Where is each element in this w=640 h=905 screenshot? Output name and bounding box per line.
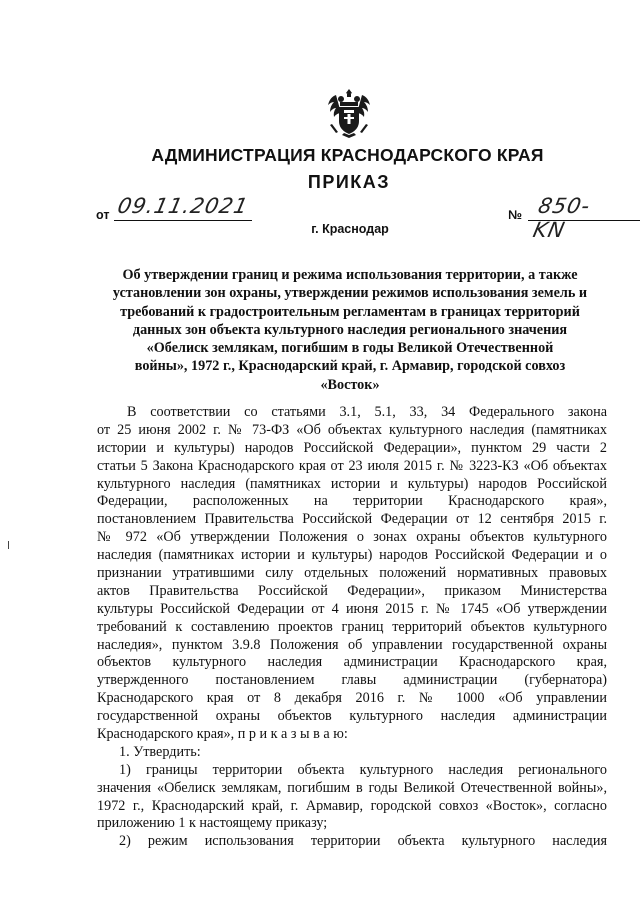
body-line: наследия (памятниках истории и культуры) народов Российской Федерации и о (97, 547, 607, 564)
body-line: В соответствии со статьями 3.1, 5.1, 33, 34 Федерального закона (127, 404, 607, 420)
subject-line: войны», 1972 г., Краснодарский край, г. Армавир, городской совхоз (134, 358, 566, 375)
city-label: г. Краснодар (311, 222, 389, 236)
date-handwritten: 09.11.2021 (115, 194, 251, 218)
body-line: 2) режим использования территории объекта культурного наследия (119, 833, 607, 850)
body-line: истории и культуры) народов Российской Федерации», пунктом 29 части 2 (97, 439, 607, 456)
body-line: приложению 1 к настоящему приказу; (97, 815, 328, 832)
body-line: № 972 «Об утверждении Положения о зонах охраны объектов культурного (97, 529, 607, 546)
number-label: № (508, 208, 522, 222)
body-line: 1972 г., Краснодарский край, г. Армавир, городской совхоз «Восток», согласно (97, 797, 607, 814)
subject-line: Об утверждении границ и режима использования территории, а также (122, 267, 578, 283)
body-line: актов Правительства Российской Федерации», приказом Министерства (97, 582, 607, 599)
organization-title: АДМИНИСТРАЦИЯ КРАСНОДАРСКОГО КРАЯ (151, 145, 544, 165)
body-line: Краснодарского края», п р и к а з ы в а ю: (97, 726, 348, 743)
order-subject (100, 266, 600, 394)
body-line: от 25 июня 2002 г. № 73-ФЗ «Об объектах культурного наследия (памятниках (97, 421, 607, 438)
coat-of-arms-icon (322, 86, 376, 140)
body-line: значения «Обелиск землякам, погибшим в годы Великой Отечественной войны», (97, 779, 607, 796)
number-handwritten: 850-KN (530, 194, 593, 242)
order-body (97, 404, 607, 851)
body-line: культуры Российской Федерации от 4 июня 2015 г. № 1745 «Об утверждении (97, 600, 607, 617)
body-line: объектов культурного наследия администрации Краснодарского края, (97, 654, 607, 671)
document-type: ПРИКАЗ (307, 172, 391, 192)
subject-line: требований к градостроительным регламентам в границах территорий (120, 303, 580, 320)
body-line: 1) границы территории объекта культурного наследия регионального (119, 761, 607, 778)
body-line: 1. Утвердить: (119, 743, 201, 760)
subject-line: «Восток» (320, 376, 380, 393)
body-line: культурного наследия (памятниках истории и культуры) народов Российской (97, 475, 607, 492)
body-line: статьи 5 Закона Краснодарского края от 23 июля 2015 г. № 3223-КЗ «Об объектах (97, 457, 607, 474)
body-line: требований к составлению проектов границ территорий объектов культурного (97, 618, 607, 635)
margin-mark (8, 541, 9, 549)
date-underline (114, 220, 252, 221)
subject-line: данных зон объекта культурного наследия регионального значения (132, 321, 568, 338)
body-line: наследия», пунктом 3.9.8 Положения об управлении государственной охраны (97, 636, 607, 653)
body-line: утвержденного постановлением главы администрации (губернатора) (97, 672, 607, 689)
subject-line: установлении зон охраны, утверждении режимов использования земель и (112, 285, 588, 302)
subject-line: «Обелиск землякам, погибшим в годы Великой Отечественной (146, 340, 554, 357)
body-line: Федерации, расположенных на территории Краснодарского края», (97, 493, 607, 510)
body-line: признании утратившими силу отдельных положений нормативных правовых (97, 565, 607, 582)
body-line: постановлением Правительства Российской Федерации от 12 сентября 2015 г. (97, 511, 607, 528)
body-line: государственной охраны объектов культурного наследия администрации (97, 708, 607, 725)
body-line: Краснодарского края от 8 декабря 2016 г. № 1000 «Об управлении (97, 690, 607, 707)
date-label: от (96, 208, 110, 222)
